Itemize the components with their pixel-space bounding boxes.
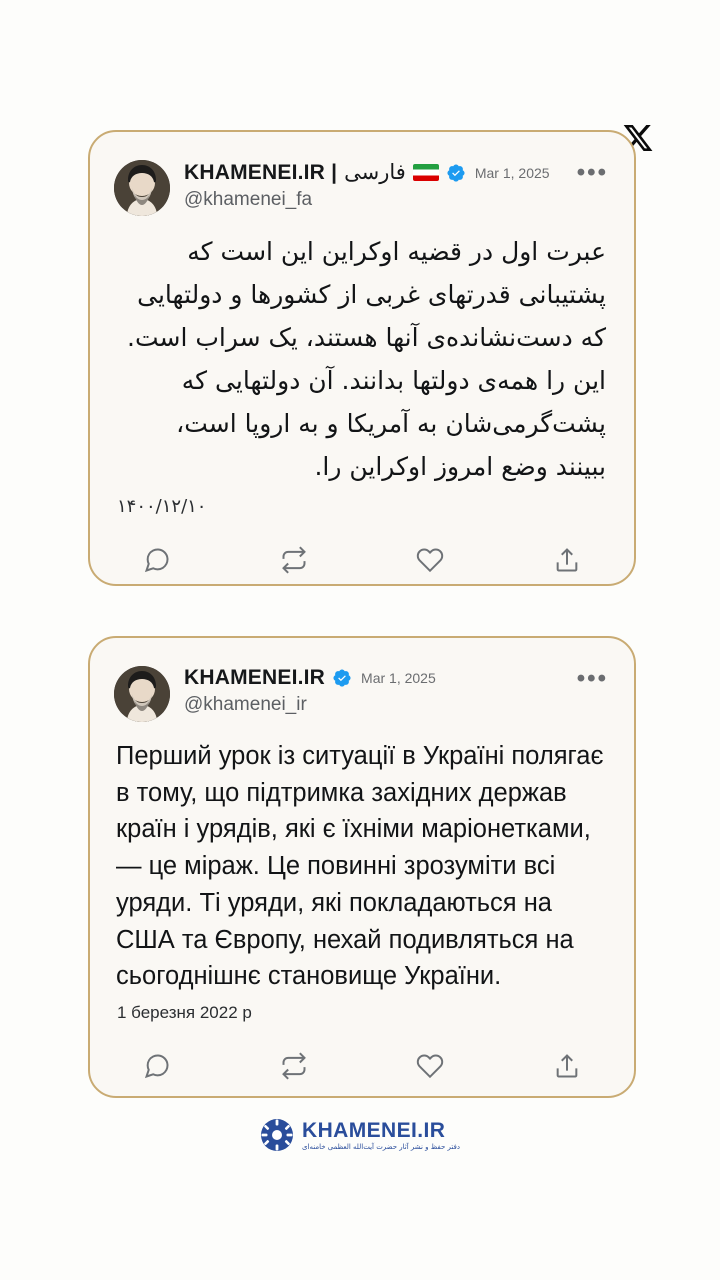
footer-text-block	[302, 1120, 460, 1151]
tweet-header	[114, 658, 610, 722]
verified-badge-icon	[332, 668, 352, 688]
tweet-actions	[114, 543, 610, 577]
retweet-icon[interactable]	[277, 1049, 311, 1083]
footer-subtitle: دفتر حفظ و نشر آثار حضرت آیت‌الله العظمی خامنه‌ای	[302, 1142, 460, 1151]
tweet-name-row	[184, 160, 610, 185]
khamenei-logo-icon	[260, 1118, 294, 1152]
verified-badge-icon	[446, 163, 466, 183]
tweet-card-ukrainian[interactable]	[88, 636, 636, 1098]
tweet-author-block	[184, 160, 610, 211]
tweet-date: Mar 1, 2025	[361, 670, 436, 686]
tweet-body: Перший урок із ситуації в Україні полягає в тому, що підтримка західних держав країн і урядів, які є їхніми маріонетками, — це міраж. Це повинні зрозуміти всі уряди. Ті уряди, які покладаються на США та Європу, нехай подивляться на сьогоднішнє становище України.	[116, 742, 604, 991]
tweet-post-date: 1 березня 2022 р	[117, 1003, 252, 1023]
more-options-button[interactable]: •••	[576, 159, 608, 186]
footer-title: KHAMENEI.IR	[302, 1118, 446, 1142]
tweet-body: عبرت اول در قضیه اوکراین این است که پشتیبانی قدرتهای غربی از کشورها و دولتهایی که دست‌نشانده‌ی آنها هستند، یک سراب است. این را همه‌ی دولتها بدانند. آن دولتهایی که پشت‌گرمی‌شان به آمریکا و به اروپا است، ببینند وضع امروز اوکراین را.	[127, 237, 606, 481]
display-name: KHAMENEI.IR	[184, 666, 326, 689]
tweet-name-row	[184, 666, 610, 690]
retweet-icon[interactable]	[277, 543, 311, 577]
display-name: KHAMENEI.IR |	[184, 160, 338, 184]
tweet-actions	[114, 1049, 610, 1083]
tweet-card-persian[interactable]	[88, 130, 636, 586]
like-icon[interactable]	[413, 543, 447, 577]
reply-icon[interactable]	[140, 1049, 174, 1083]
display-name-persian: فارسی	[344, 161, 406, 184]
share-icon[interactable]	[550, 1049, 584, 1083]
reply-icon[interactable]	[140, 543, 174, 577]
tweet-handle[interactable]: @khamenei_ir	[184, 694, 307, 715]
tweet-handle[interactable]: @khamenei_fa	[184, 189, 313, 210]
tweet-header	[114, 152, 610, 216]
tweet-post-date: ۱۴۰۰/۱۲/۱۰	[117, 496, 207, 517]
like-icon[interactable]	[413, 1049, 447, 1083]
avatar[interactable]	[114, 666, 170, 722]
iran-flag-icon	[413, 164, 439, 181]
more-options-button[interactable]: •••	[576, 665, 608, 692]
share-icon[interactable]	[550, 543, 584, 577]
avatar[interactable]	[114, 160, 170, 216]
tweet-author-block	[184, 666, 610, 716]
footer-brand	[0, 1118, 720, 1152]
tweet-date: Mar 1, 2025	[474, 164, 550, 181]
